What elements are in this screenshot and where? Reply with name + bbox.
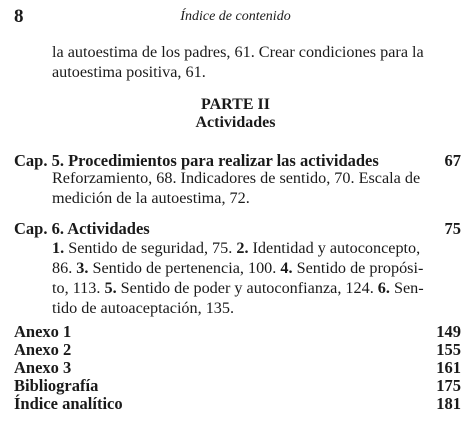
- chapter-5-number: 5.: [51, 151, 64, 170]
- chapter-5-title: Procedimientos para realizar las actividades: [68, 151, 379, 170]
- chapter-6-line-1: [52, 238, 420, 258]
- annex-3-label: Anexo 3: [14, 358, 72, 377]
- chapter-6-line-4: [52, 298, 234, 318]
- part-label: PARTE II: [201, 96, 270, 113]
- item-text: Sentido de propósi-: [292, 259, 424, 277]
- annex-2-label: Anexo 2: [14, 340, 72, 359]
- item-number: 5.: [104, 279, 117, 297]
- chapter-5-line-1: Reforzamiento, 68. Indicadores de sentido, 70. Escala de: [52, 169, 421, 187]
- chapter-6-heading: [14, 219, 150, 239]
- chapter-5-prefix: Cap.: [14, 151, 48, 170]
- intro-line-2: autoestima positiva, 61.: [52, 63, 206, 81]
- chapter-6-title: Actividades: [67, 219, 150, 238]
- bibliography-page: 175: [436, 376, 461, 395]
- page-number: 8: [14, 6, 24, 27]
- annex-2-page: 155: [436, 340, 461, 359]
- item-text: to, 113.: [52, 279, 105, 297]
- chapter-5-line-2: medición de la autoestima, 72.: [52, 189, 250, 207]
- item-text: tido de autoaceptación, 135.: [52, 299, 235, 317]
- chapter-6-prefix: Cap. 6.: [14, 219, 64, 238]
- index-page: 181: [436, 394, 461, 413]
- item-number: 2.: [236, 239, 249, 257]
- bibliography-label: Bibliografía: [14, 376, 99, 395]
- chapter-6-line-2: [52, 258, 423, 278]
- item-number: 3.: [76, 259, 89, 277]
- part-title: Actividades: [195, 114, 276, 131]
- index-label: Índice analítico: [14, 394, 123, 413]
- annex-1-label: Anexo 1: [14, 322, 72, 341]
- chapter-5-page: 67: [444, 151, 461, 170]
- item-number: 4.: [280, 259, 293, 277]
- item-number: 1.: [52, 239, 65, 257]
- item-number: 6.: [377, 279, 390, 297]
- chapter-6-page: 75: [444, 219, 461, 238]
- annex-1-page: 149: [436, 322, 461, 341]
- item-text: 86.: [52, 259, 77, 277]
- running-title: Índice de contenido: [180, 9, 291, 24]
- item-text: Sentido de poder y autoconfianza, 124.: [116, 279, 378, 297]
- item-text: Sentido de pertenencia, 100.: [88, 259, 281, 277]
- annex-3-page: 161: [436, 358, 461, 377]
- chapter-6-line-3: [52, 278, 424, 298]
- item-text: Identidad y autoconcepto,: [248, 239, 421, 257]
- item-text: Sen-: [389, 279, 424, 297]
- intro-line-1: la autoestima de los padres, 61. Crear condiciones para la: [52, 43, 424, 61]
- item-text: Sentido de seguridad, 75.: [64, 239, 237, 257]
